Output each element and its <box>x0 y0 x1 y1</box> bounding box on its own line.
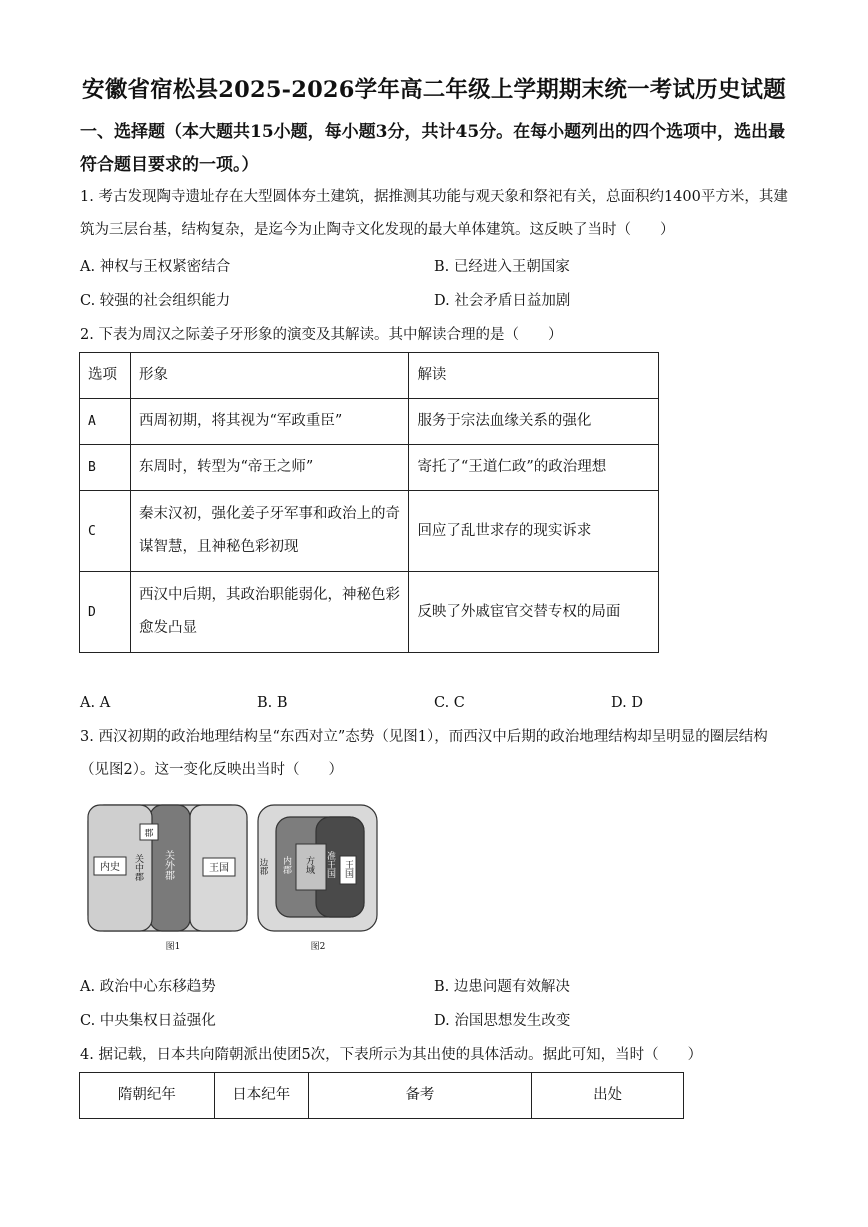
image-cell: 秦末汉初，强化姜子牙军事和政治上的奇谋智慧，且神秘色彩初现 <box>130 491 408 572</box>
q2-option-d: D. D <box>611 695 643 711</box>
q3-option-c: C. 中央集权日益强化 <box>80 1013 216 1029</box>
option-cell: A <box>80 399 131 445</box>
question-3-stem: 3. 西汉初期的政治地理结构呈“东西对立”态势（见图1），而西汉中后期的政治地理结构却呈明显的圈层结构（见图2）。这一变化反映出当时（ ） <box>80 729 768 778</box>
header-cell: 解读 <box>409 353 659 399</box>
fig1-neishi-label: 内史 <box>100 862 120 873</box>
question-2-stem: 2. 下表为周汉之际姜子牙形象的演变及其解读。其中解读合理的是（ ） <box>80 327 563 343</box>
header-cell: 出处 <box>532 1073 684 1119</box>
q3-option-a: A. 政治中心东移趋势 <box>80 979 216 995</box>
option-cell: C <box>80 491 131 572</box>
header-cell: 日本纪年 <box>214 1073 308 1119</box>
q4-table-header <box>80 1073 684 1119</box>
image-cell: 西周初期，将其视为“军政重臣” <box>130 399 408 445</box>
section-heading: 一、选择题（本大题共15小题，每小题3分，共计45分。在每小题列出的四个选项中，选出最符合题目要求的一项。） <box>80 122 786 175</box>
q1-option-a: A. 神权与王权紧密结合 <box>80 259 231 275</box>
image-cell: 东周时，转型为“帝王之师” <box>130 445 408 491</box>
fig1-caption: 图1 <box>165 942 181 952</box>
table-row <box>80 572 659 653</box>
q1-option-c: C. 较强的社会组织能力 <box>80 293 231 309</box>
fig2-wangguo-label: 王国 <box>343 860 353 878</box>
figure-2-diagram <box>256 804 380 954</box>
image-cell: 西汉中后期，其政治职能弱化，神秘色彩愈发凸显 <box>130 572 408 653</box>
q2-option-a: A. A <box>80 695 111 711</box>
question-1-stem: 1. 考古发现陶寺遗址存在大型圆体夯土建筑，据推测其功能与观天象和祭祀有关，总面积约1400平方米，其建筑为三层台基，结构复杂，是迄今为止陶寺文化发现的最大单体建筑。这反映了当时（ ） <box>80 189 788 238</box>
table-row <box>80 399 659 445</box>
reading-cell: 反映了外戚宦官交替专权的局面 <box>409 572 659 653</box>
fig1-wangguo-label: 王国 <box>209 863 229 874</box>
reading-cell: 服务于宗法血缘关系的强化 <box>409 399 659 445</box>
fig1-jun-label: 郡 <box>144 829 154 839</box>
q2-table <box>79 352 659 653</box>
table-row <box>80 491 659 572</box>
fig2-neijun-label: 内郡 <box>281 856 291 874</box>
table-row <box>80 445 659 491</box>
header-cell: 形象 <box>130 353 408 399</box>
q1-option-b: B. 已经进入王朝国家 <box>434 259 570 275</box>
q2-option-c: C. C <box>434 695 465 711</box>
header-cell: 选项 <box>80 353 131 399</box>
exam-title: 安徽省宿松县2025-2026学年高二年级上学期期末统一考试历史试题 <box>82 77 786 103</box>
q3-option-d: D. 治国思想发生改变 <box>434 1013 571 1029</box>
figure-1-diagram <box>86 804 249 954</box>
reading-cell: 回应了乱世求存的现实诉求 <box>409 491 659 572</box>
reading-cell: 寄托了“王道仁政”的政治理想 <box>409 445 659 491</box>
header-cell: 隋朝纪年 <box>80 1073 215 1119</box>
fig1-guanwai-label: 关外郡 <box>162 850 174 880</box>
option-cell: B <box>80 445 131 491</box>
q2-option-b: B. B <box>257 695 288 711</box>
header-cell: 备考 <box>308 1073 532 1119</box>
fig1-guanzhong-label: 关中郡 <box>133 854 143 881</box>
option-cell: D <box>80 572 131 653</box>
q1-option-d: D. 社会矛盾日益加剧 <box>434 293 571 309</box>
fig2-caption: 图2 <box>310 942 326 952</box>
q4-table <box>79 1072 684 1119</box>
q2-table-header <box>80 353 659 399</box>
fig2-bianjun-label: 边郡 <box>258 858 268 875</box>
fig2-zhuhou-label: 准王国 <box>325 851 335 878</box>
fig2-fangyu-label: 方域 <box>304 856 314 874</box>
question-4-stem: 4. 据记载，日本共向隋朝派出使团5次，下表所示为其出使的具体活动。据此可知，当时（ ） <box>80 1047 703 1063</box>
q3-option-b: B. 边患问题有效解决 <box>434 979 570 995</box>
